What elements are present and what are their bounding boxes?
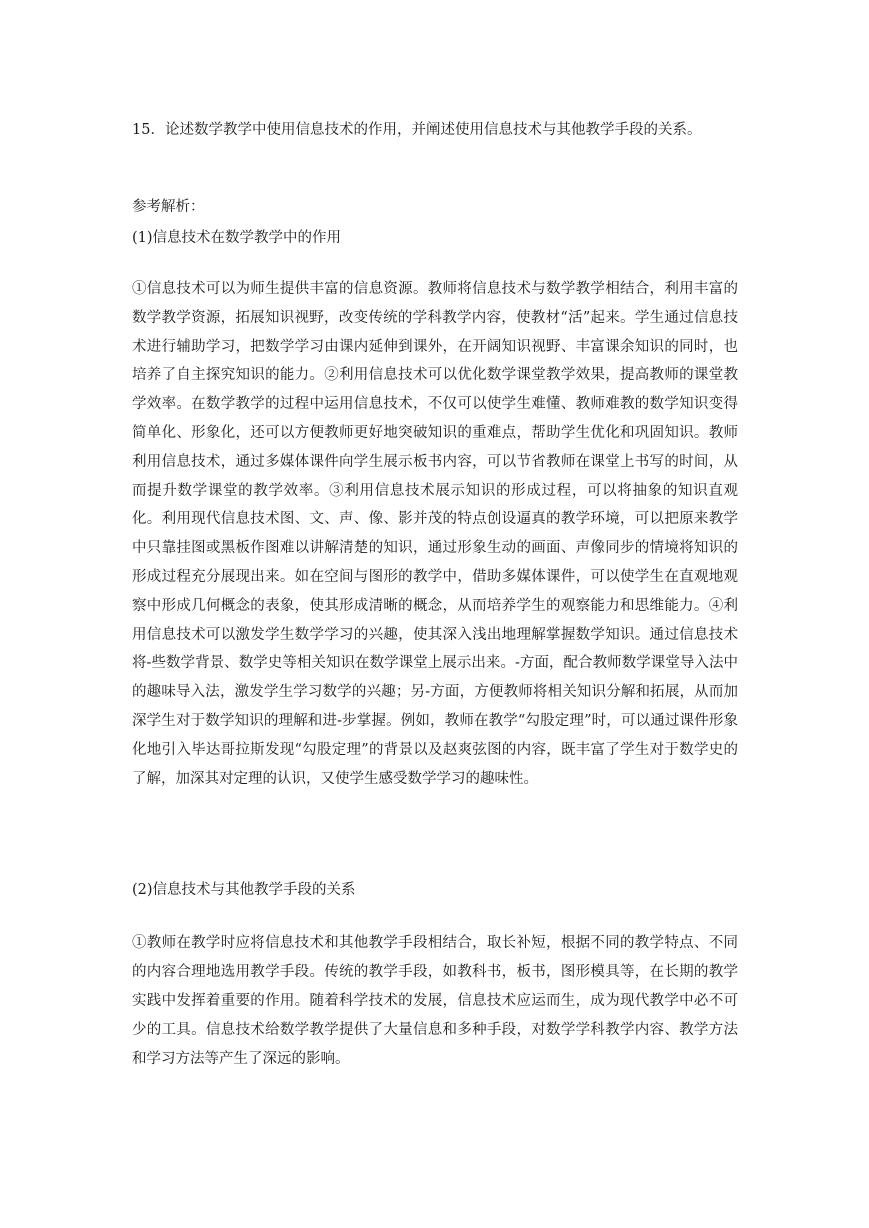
section2-body: ①教师在教学时应将信息技术和其他教学手段相结合，取长补短，根据不同的教学特点、不同的内容合理地选用教学手段。传统的教学手段，如教科书，板书，图形模具等，在长期的教学实践中发挥着重要的作用。随着科学技术的发展，信息技术应运而生，成为现代教学中必不可少的工具。信息技术给数学教学提供了大量信息和多种手段，对数学学科教学内容、教学方法和学习方法等产生了深远的影响。: [132, 935, 738, 1067]
question-text: 15．论述数学教学中使用信息技术的作用，并阐述使用信息技术与其他教学手段的关系。: [132, 122, 702, 138]
section2-heading: (2)信息技术与其他教学手段的关系: [132, 882, 356, 898]
section1-heading: (1)信息技术在数学教学中的作用: [132, 230, 342, 246]
reference-label: 参考解析：: [132, 199, 205, 215]
section1-body: ①信息技术可以为师生提供丰富的信息资源。教师将信息技术与数学教学相结合，利用丰富的数学教学资源，拓展知识视野，改变传统的学科教学内容，使教材“活”起来。学生通过信息技术进行辅助学习，把数学学习由课内延伸到课外，在开阔知识视野、丰富课余知识的同时，也培养了自主探究知识的能力。②利用信息技术可以优化数学课堂教学效果，提高教师的课堂教学效率。在数学教学的过程中运用信息技术，不仅可以使学生难懂、教师难教的数学知识变得简单化、形象化，还可以方便教师更好地突破知识的重难点，帮助学生优化和巩固知识。教师利用信息技术，通过多媒体课件向学生展示板书内容，可以节省教师在课堂上书写的时间，从而提升数学课堂的教学效率。③利用信息技术展示知识的形成过程，可以将抽象的知识直观化。利用现代信息技术图、文、声、像、影并茂的特点创设逼真的教学环境，可以把原来教学中只靠挂图或黑板作图难以讲解清楚的知识，通过形象生动的画面、声像同步的情境将知识的形成过程充分展现出来。如在空间与图形的教学中，借助多媒体课件，可以使学生在直观地观察中形成几何概念的表象，使其形成清晰的概念，从而培养学生的观察能力和思维能力。④利用信息技术可以激发学生数学学习的兴趣，使其深入浅出地理解掌握数学知识。通过信息技术将-些数学背景、数学史等相关知识在数学课堂上展示出来。-方面，配合教师数学课堂导入法中的趣味导入法，激发学生学习数学的兴趣；另-方面，方便教师将相关知识分解和拓展，从而加深学生对于数学知识的理解和进-步掌握。例如，教师在教学“勾股定理”时，可以通过课件形象化地引入毕达哥拉斯发现“勾股定理”的背景以及赵爽弦图的内容，既丰富了学生对于数学史的了解，加深其对定理的认识，又使学生感受数学学习的趣味性。: [132, 281, 738, 787]
